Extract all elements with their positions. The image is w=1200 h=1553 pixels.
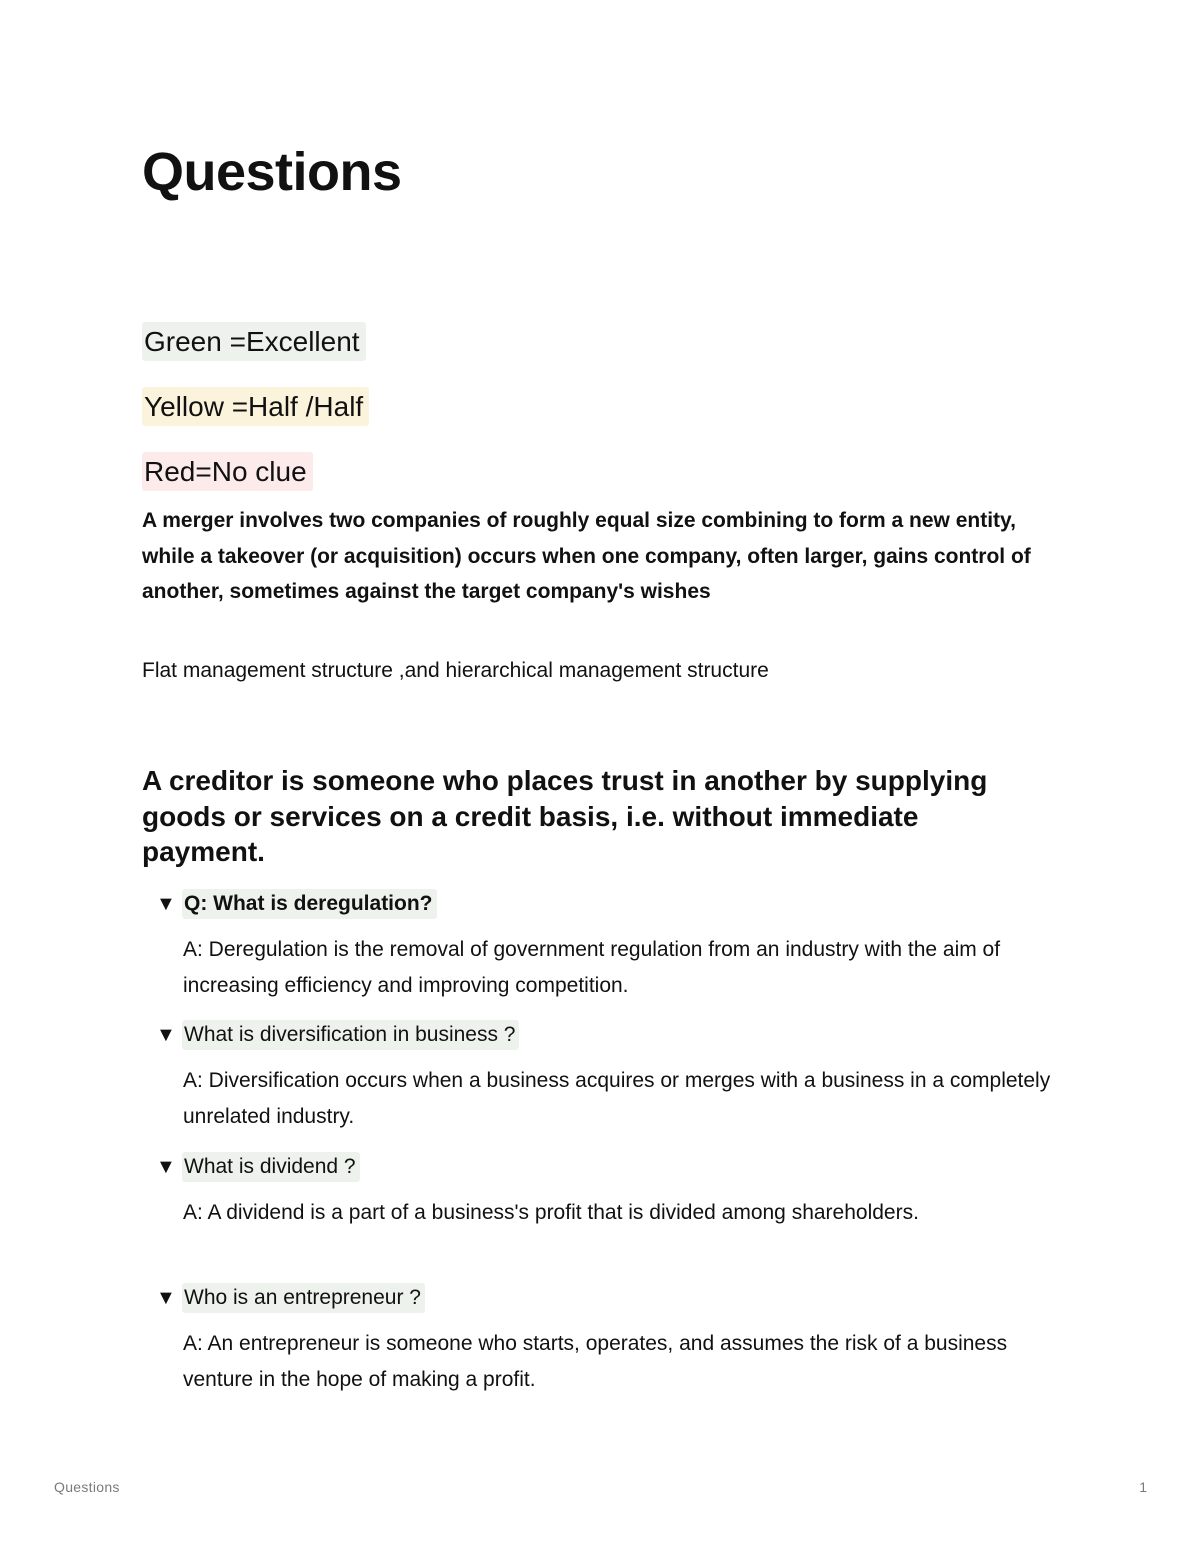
footer-page-number: 1 bbox=[1139, 1479, 1147, 1495]
toggle-answer: A: A dividend is a part of a business's profit that is divided among shareholders. bbox=[183, 1201, 919, 1224]
toggle-entrepreneur bbox=[156, 1282, 1056, 1397]
management-paragraph: Flat management structure ,and hierarchical management structure bbox=[142, 659, 769, 682]
toggle-question: What is diversification in business ? bbox=[182, 1020, 519, 1050]
toggle-arrow-icon[interactable]: ▼ bbox=[156, 1287, 176, 1309]
toggle-diversification bbox=[156, 1019, 1056, 1134]
legend-yellow bbox=[142, 387, 369, 426]
legend-red-label: Red=No clue bbox=[142, 452, 313, 491]
toggle-summary[interactable] bbox=[156, 1151, 1056, 1183]
toggle-question: Who is an entrepreneur ? bbox=[182, 1283, 425, 1313]
footer-title: Questions bbox=[54, 1479, 120, 1495]
legend-green-label: Green =Excellent bbox=[142, 322, 366, 361]
toggle-arrow-icon[interactable]: ▼ bbox=[156, 1024, 176, 1046]
toggle-deregulation bbox=[156, 888, 1056, 1003]
legend-green bbox=[142, 322, 366, 361]
toggle-answer: A: An entrepreneur is someone who starts, operates, and assumes the risk of a business venture in the hope of making a profit. bbox=[183, 1332, 1008, 1391]
toggle-answer: A: Deregulation is the removal of government regulation from an industry with the aim of increasing efficiency and improving competition. bbox=[183, 938, 1001, 997]
toggle-summary[interactable] bbox=[156, 1019, 1056, 1051]
toggle-question: Q: What is deregulation? bbox=[182, 889, 437, 919]
creditor-heading: A creditor is someone who places trust in another by supplying goods or services on a credit basis, i.e. without immediate payment. bbox=[142, 765, 988, 867]
toggle-arrow-icon[interactable]: ▼ bbox=[156, 893, 176, 915]
merger-paragraph: A merger involves two companies of roughly equal size combining to form a new entity, while a takeover (or acquisition) occurs when one company, often larger, gains control of another, sometimes against the target company's wishes bbox=[142, 509, 1031, 603]
page-title: Questions bbox=[142, 142, 402, 202]
toggle-summary[interactable] bbox=[156, 1282, 1056, 1314]
toggle-question: What is dividend ? bbox=[182, 1152, 360, 1182]
legend-red bbox=[142, 452, 313, 491]
toggle-arrow-icon[interactable]: ▼ bbox=[156, 1156, 176, 1178]
toggle-answer: A: Diversification occurs when a business acquires or merges with a business in a completely unrelated industry. bbox=[183, 1069, 1051, 1128]
legend-yellow-label: Yellow =Half /Half bbox=[142, 387, 369, 426]
toggle-summary[interactable] bbox=[156, 888, 1056, 920]
toggle-dividend bbox=[156, 1151, 1056, 1231]
